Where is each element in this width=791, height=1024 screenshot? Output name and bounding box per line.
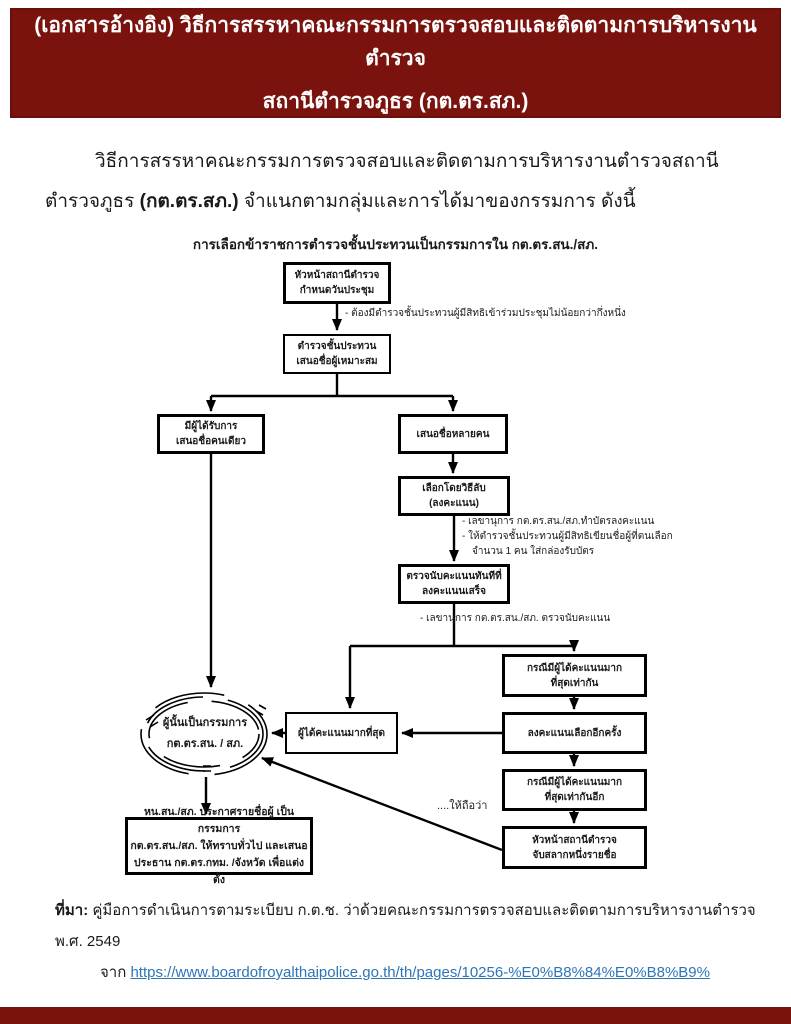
- flow-box-secret-vote: [398, 476, 510, 516]
- document-title-line1: (เอกสารอ้างอิง) วิธีการสรรหาคณะกรรมการตรวจสอบและติดตามการบริหารงานตำรวจ: [34, 13, 757, 70]
- label-deemed: ....ให้ถือว่า: [437, 800, 488, 812]
- box-text: จับสลากหนึ่งรายชื่อ: [532, 849, 617, 861]
- note-quorum: - ต้องมีตำรวจชั้นประทวนผู้มีสิทธิเข้าร่วมประชุมไม่น้อยกว่ากึ่งหนึ่ง: [345, 308, 626, 319]
- box-text: กรณีมีผู้ได้คะแนนมาก: [526, 777, 623, 788]
- flow-box-single-nominee: [157, 414, 265, 454]
- box-text: ลงคะแนนเลือกอีกครั้ง: [527, 727, 622, 739]
- flow-box-multiple-nominees: [398, 414, 508, 454]
- box-text: ผู้ได้คะแนนมากที่สุด: [297, 727, 385, 739]
- flow-box-most-votes: [285, 712, 398, 754]
- document-title-banner: [10, 8, 781, 118]
- note-line: - เลขานุการ กต.ตร.สน./สภ.ทำบัตรลงคะแนน: [462, 516, 655, 527]
- box-text: เสนอชื่อหลายคน: [416, 428, 490, 440]
- source-from-line: [55, 957, 765, 988]
- from-label: จาก: [100, 964, 131, 981]
- box-text: (ลงคะแนน): [429, 498, 479, 509]
- box-text: ประธาน กต.ตร.กทม. /จังหวัด เพื่อแต่งตั้ง: [133, 856, 305, 886]
- box-text: เสนอชื่อผู้เหมาะสม: [296, 356, 378, 367]
- ellipse-text: ผู้นั้นเป็นกรรมการ: [162, 717, 248, 729]
- box-text: เสนอชื่อคนเดียว: [175, 436, 247, 447]
- source-link[interactable]: https://www.boardofroyalthaipolice.go.th/th/pages/10256-%E0%B8%84%E0%B8%B9%: [130, 964, 710, 981]
- flow-box-tie-again: [502, 769, 647, 811]
- source-text: คู่มือการดำเนินการตามระเบียบ ก.ต.ช. ว่าด้วยคณะกรรมการตรวจสอบและติดตามการบริหารงานตำรวจ พ.ศ. 2549: [55, 902, 756, 950]
- box-text: ตำรวจชั้นประทวน: [297, 341, 377, 352]
- flow-box-tie: [502, 654, 647, 697]
- note-line: - ให้ตำรวจชั้นประทวนผู้มีสิทธิเขียนชื่อผู้ที่ตนเลือก: [462, 531, 673, 542]
- box-text: กำหนดวันประชุม: [299, 285, 375, 296]
- intro-line2: จำแนกตามกลุ่มและการได้มาของกรรมการ ดังนี้: [238, 191, 636, 212]
- flow-box-announce: [125, 805, 313, 886]
- box-text: หน.สน./สภ. ประกาศรายชื่อผู้ เป็นกรรมการ: [143, 805, 295, 835]
- intro-paragraph: [45, 142, 751, 222]
- flowchart-title: การเลือกข้าราชการตำรวจชั้นประทวนเป็นกรรมการใน กต.ตร.สน./สภ.: [192, 237, 599, 252]
- note-ballot: [462, 514, 673, 559]
- box-text: หัวหน้าสถานีตำรวจ: [532, 834, 617, 846]
- result-ellipse-label: [139, 713, 271, 755]
- bottom-accent-bar: [0, 1007, 791, 1024]
- box-text: ที่สุดเท่ากัน: [550, 677, 599, 689]
- box-text: ลงคะแนนเสร็จ: [422, 586, 486, 597]
- box-text: ที่สุดเท่ากันอีก: [544, 792, 605, 803]
- source-line: [55, 895, 765, 957]
- source-citation: [55, 895, 765, 988]
- box-text: เลือกโดยวิธีลับ: [422, 483, 486, 494]
- intro-abbreviation: (กต.ตร.สภ.): [139, 191, 239, 212]
- flow-box-propose: [283, 334, 391, 374]
- box-text: ตรวจนับคะแนนทันทีที่: [406, 571, 502, 582]
- ellipse-text: กต.ตร.สน. / สภ.: [166, 738, 244, 750]
- source-label: ที่มา:: [55, 902, 89, 919]
- flow-box-count-votes: [398, 564, 510, 604]
- document-title-line2: สถานีตำรวจภูธร (กต.ตร.สภ.): [262, 89, 529, 113]
- note-line: จำนวน 1 คน ใส่กล่องรับบัตร: [472, 546, 595, 557]
- flow-box-revote: [502, 712, 647, 754]
- box-text: กรณีมีผู้ได้คะแนนมาก: [526, 662, 623, 674]
- box-text: หัวหน้าสถานีตำรวจ: [294, 270, 380, 281]
- box-text: มีผู้ได้รับการ: [184, 421, 238, 432]
- note-count: - เลขานุการ กต.ตร.สน./สภ. ตรวจนับคะแนน: [420, 613, 611, 624]
- box-text: กต.ตร.สน./สภ. ให้ทราบทั่วไป และเสนอ: [130, 839, 308, 852]
- intro-line1: วิธีการสรรหาคณะกรรมการตรวจสอบและติดตามการบริหารงานตำรวจสถานีตำรวจภูธร: [45, 151, 719, 212]
- flow-box-draw-lots: [502, 826, 647, 869]
- flow-box-set-meeting: [283, 262, 391, 304]
